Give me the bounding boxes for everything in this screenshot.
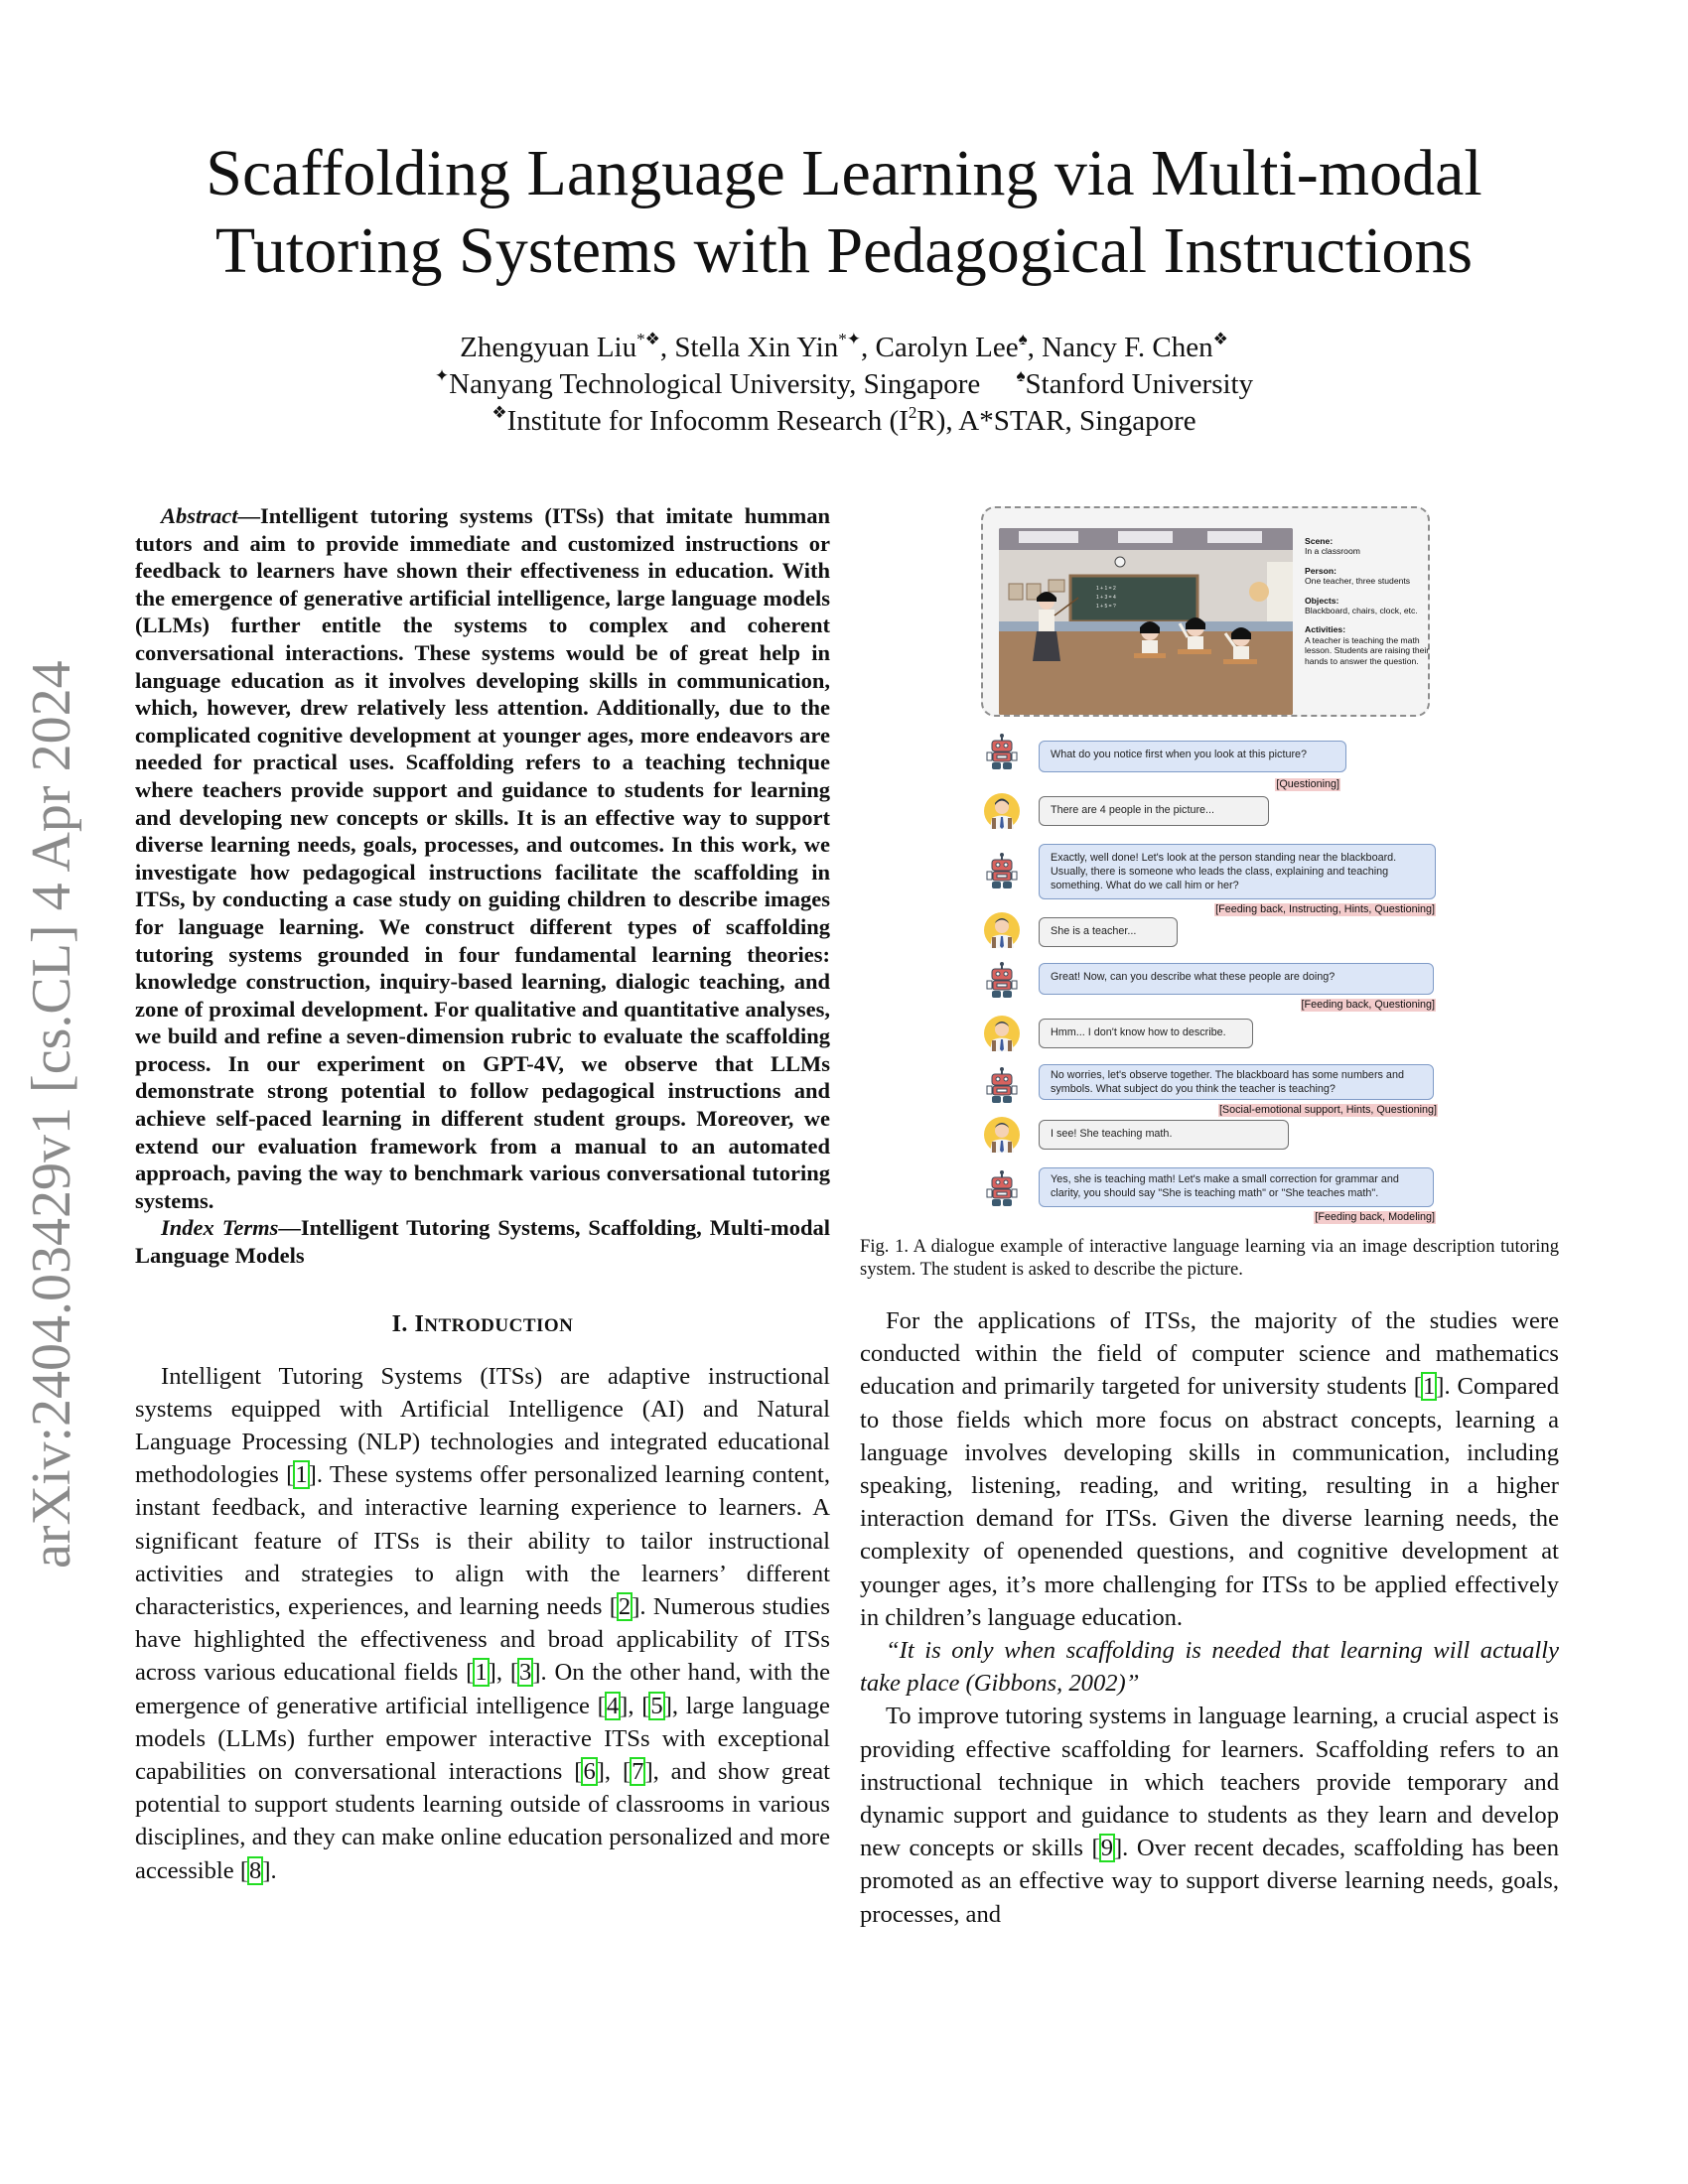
author-name: Stella Xin Yin — [674, 332, 839, 363]
svg-text:1 + 1 = 2: 1 + 1 = 2 — [1096, 586, 1116, 592]
tutor-message: No worries, let's observe together. The blackboard has some numbers and symbols. What subject do you think the teacher is teaching? — [1039, 1064, 1434, 1100]
author-marks: *✦ — [838, 330, 861, 348]
robot-icon — [983, 1066, 1021, 1104]
title-line-1: Scaffolding Language Learning via Multi-modal — [206, 137, 1482, 209]
activities-value: A teacher is teaching the math lesson. Students are raising their hands to answer the question. — [1305, 634, 1430, 666]
abstract-label: Abstract — [161, 503, 238, 528]
student-avatar-icon — [983, 1015, 1021, 1052]
activities-key: Activities: — [1305, 624, 1346, 635]
scaffolding-tag: [Feeding back, Questioning] — [1301, 999, 1435, 1011]
affiliations-line-2 — [149, 403, 1539, 440]
student-message: Hmm... I don't know how to describe. — [1039, 1019, 1253, 1048]
svg-text:1 + 3 = 4: 1 + 3 = 4 — [1096, 595, 1116, 601]
person-value: One teacher, three students — [1305, 576, 1411, 587]
left-column — [135, 502, 830, 1887]
citation-link[interactable]: 1 — [295, 1461, 308, 1489]
affiliation-mark: ❖ — [492, 403, 507, 422]
robot-icon — [983, 733, 1021, 770]
title-line-2: Tutoring Systems with Pedagogical Instructions — [214, 214, 1474, 287]
citation-link[interactable]: 9 — [1100, 1835, 1113, 1862]
tutor-message: Great! Now, can you describe what these people are doing? — [1039, 963, 1434, 995]
robot-icon — [983, 961, 1021, 999]
affiliation-mark: ✦ — [434, 366, 450, 385]
author-name: Carolyn Lee — [875, 332, 1019, 363]
tutor-message: Exactly, well done! Let's look at the person standing near the blackboard. Usually, there is someone who leads the class, explaining and teaching something. What do we call him or her? — [1039, 844, 1436, 899]
affiliation-i2r: Institute for Infocomm Research $(I^2R)$, A*STAR, Singapore — [506, 403, 1196, 437]
citation-link[interactable]: 2 — [618, 1593, 632, 1621]
student-message: I see! She teaching math. — [1039, 1120, 1289, 1150]
scene-metadata — [1305, 536, 1444, 675]
student-message: There are 4 people in the picture... — [1039, 796, 1269, 826]
tutor-message: Yes, she is teaching math! Let's make a small correction for grammar and clarity, you should say "She is teaching math" or "She teaches math". — [1039, 1167, 1434, 1207]
classroom-scene-graphic — [999, 528, 1293, 715]
author-name: Zhengyuan Liu — [460, 332, 637, 363]
objects-value: Blackboard, chairs, clock, etc. — [1305, 606, 1418, 616]
author-marks: ❖ — [1212, 330, 1228, 348]
citation-link[interactable]: 1 — [475, 1659, 488, 1687]
section-heading-introduction: I. INTRODUCTION — [391, 1310, 574, 1337]
scene-description-panel — [981, 506, 1430, 717]
abstract-text: Intelligent tutoring systems (ITSs) that imitate humman tutors and aim to provide immediate and customized instructions or feedback to learners have shown their effectiveness in education. With the emergence of generative artificial intelligence, large language models (LLMs) further entitle the systems to complex and coherent conversational interactions. These systems would be of great help in language education as it involves developing skills in communication, which, however, drew relatively less attention. Additionally, due to the complicated cognitive development at younger ages, more endeavors are needed for practical uses. Scaffolding refers to a teaching technique where teachers provide support and guidance to students for learning and developing new concepts or skills. It is an effective way to support diverse learning needs, goals, processes, and outcomes. In this work, we investigate how pedagogical instructions facilitate the scaffolding in ITSs, by conducting a case study on guiding children to describe images for language learning. We construct different types of scaffolding tutoring systems grounded in four fundamental learning theories: knowledge construction, inquiry-based learning, dialogic teaching, and zone of proximal development. For qualitative and quantitative analyses, we build and refine a seven-dimension rubric to evaluate the scaffolding process. In our experiment on GPT-4V, we observe that LLMs demonstrate strong potential to follow pedagogical instructions and achieve self-paced learning in different student groups. Moreover, we extend our evaluation framework from a manual to an automated approach, paving the way to benchmark various conversational tutoring systems. — [135, 503, 830, 1213]
scaffolding-tag: [Feeding back, Modeling] — [1315, 1211, 1435, 1223]
student-message: She is a teacher... — [1039, 917, 1178, 947]
person-key: Person: — [1305, 565, 1336, 576]
affiliation-mark: ♠ — [1016, 366, 1026, 385]
author-marks: *❖ — [636, 330, 660, 348]
citation-link[interactable]: 3 — [519, 1659, 532, 1687]
student-avatar-icon — [983, 1116, 1021, 1154]
scaffolding-tag: [Questioning] — [1276, 778, 1339, 790]
student-avatar-icon — [983, 792, 1021, 830]
intro-paragraph-2: For the applications of ITSs, the majority of the studies were conducted within the field of computer science and mathematics education and primarily targeted for university students [1]. Compared to those fields which more focus on abstract concepts, learning a language involves developing skills in communication, including speaking, listening, reading, and writing, resulting in a higher interaction demand for ITSs. Given the diverse learning needs, the complexity of openended questions, and cognitive development at younger ages, it’s more challenging for ITSs to be applied effectively in children’s language education. — [860, 1307, 1559, 1631]
scene-value: In a classroom — [1305, 546, 1360, 557]
arxiv-identifier-stamp: arXiv:2404.03429v1 [cs.CL] 4 Apr 2024 — [21, 660, 82, 1569]
objects-key: Objects: — [1305, 595, 1339, 606]
citation-link[interactable]: 1 — [1422, 1373, 1436, 1401]
abstract: Abstract—Intelligent tutoring systems (ITSs) that imitate humman tutors and aim to provide immediate and customized instructions or feedback to learners have shown their effectiveness in education. With the emergence of generative artificial intelligence, large language models (LLMs) further entitle the systems to complex and coherent conversational interactions. These systems would be of great help in language education as it involves developing skills in communication, which, however, drew relatively less attention. Additionally, due to the complicated cognitive development at younger ages, more endeavors are needed for practical uses. Scaffolding refers to a teaching technique where teachers provide support and guidance to students for learning and developing new concepts or skills. It is an effective way to support diverse learning needs, goals, processes, and outcomes. In this work, we investigate how pedagogical instructions facilitate the scaffolding in ITSs, by conducting a case study on guiding children to describe images for language learning. We construct different types of scaffolding tutoring systems grounded in four fundamental learning theories: knowledge construction, inquiry-based learning, dialogic teaching, and zone of proximal development. For qualitative and quantitative analyses, we build and refine a seven-dimension rubric to evaluate the scaffolding process. In our experiment on GPT-4V, we observe that LLMs demonstrate strong potential to follow pedagogical instructions and achieve self-paced learning in different student groups. Moreover, we extend our evaluation framework from a manual to an automated approach, paving the way to benchmark various conversational tutoring systems. — [135, 503, 830, 1213]
classroom-illustration — [999, 528, 1293, 715]
affiliation-stanford: Stanford University — [1025, 368, 1254, 400]
author-name: Nancy F. Chen — [1042, 332, 1213, 363]
figure-caption: Fig. 1. A dialogue example of interactive language learning via an image description tutoring system. The student is asked to describe the picture. — [860, 1236, 1559, 1280]
scaffolding-tag: [Social-emotional support, Hints, Questioning] — [1218, 1104, 1437, 1116]
scene-key: Scene: — [1305, 536, 1334, 546]
tutor-message: What do you notice first when you look at this picture? — [1039, 741, 1346, 772]
author-marks: ♠ — [1018, 330, 1028, 348]
robot-icon — [983, 1169, 1021, 1207]
gibbons-quote: “It is only when scaffolding is needed that learning will actually take place (Gibbons, 2002)” — [860, 1637, 1559, 1698]
citation-link[interactable]: 5 — [650, 1692, 663, 1719]
paper-title — [149, 135, 1539, 290]
index-terms: Index Terms—Intelligent Tutoring Systems, Scaffolding, Multi-modal Language Models — [135, 1215, 830, 1269]
svg-text:1 + 5 = ?: 1 + 5 = ? — [1096, 604, 1116, 610]
student-avatar-icon — [983, 911, 1021, 949]
index-terms-label: Index Terms — [161, 1215, 279, 1241]
citation-link[interactable]: 8 — [249, 1856, 262, 1884]
scaffolding-tag: [Feeding back, Instructing, Hints, Questioning] — [1215, 903, 1435, 915]
affiliation-ntu: Nanyang Technological University, Singapore — [449, 368, 981, 400]
citation-link[interactable]: 7 — [632, 1758, 644, 1786]
citation-link[interactable]: 4 — [606, 1692, 620, 1719]
author-names: Zhengyuan Liu*❖, Stella Xin Yin*✦, Carolyn Lee♠, Nancy F. Chen❖ — [460, 330, 1228, 363]
author-block — [149, 330, 1539, 440]
intro-paragraph-3: To improve tutoring systems in language learning, a crucial aspect is providing effective scaffolding for learners. Scaffolding refers to an instructional technique in which teachers provide temporary and dynamic support and guidance to students as they learn and develop new concepts or skills [9]. Over recent decades, scaffolding has been promoted as an effective way to support diverse learning needs, goals, processes, and — [860, 1703, 1559, 1928]
right-column — [860, 1235, 1559, 1931]
robot-icon — [983, 852, 1021, 889]
index-terms-text: Intelligent Tutoring Systems, Scaffolding, Multi-modal Language Models — [135, 1215, 830, 1269]
citation-link[interactable]: 6 — [583, 1758, 596, 1786]
intro-paragraph-1: Intelligent Tutoring Systems (ITSs) are adaptive instructional systems equipped with Artificial Intelligence (AI) and Natural Language Processing (NLP) technologies and integrated educational methodologies [1]. These systems offer personalized learning content, instant feedback, and interactive learning experience to learners. A significant feature of ITSs is their ability to tailor instructional activities and strategies to align with the learners’ different characteristics, experiences, and learning needs [2]. Numerous studies have highlighted the effectiveness and broad applicability of ITSs across various educational fields [1], [3]. On the other hand, with the emergence of generative artificial intelligence [4], [5], large language models (LLMs) further empower interactive ITSs with exceptional capabilities on conversational interactions [6], [7], and show great potential to support students learning outside of classrooms in various disciplines, and they can make online education personalized and more accessible [8]. — [135, 1362, 830, 1884]
affiliations-line-1 — [149, 366, 1539, 403]
